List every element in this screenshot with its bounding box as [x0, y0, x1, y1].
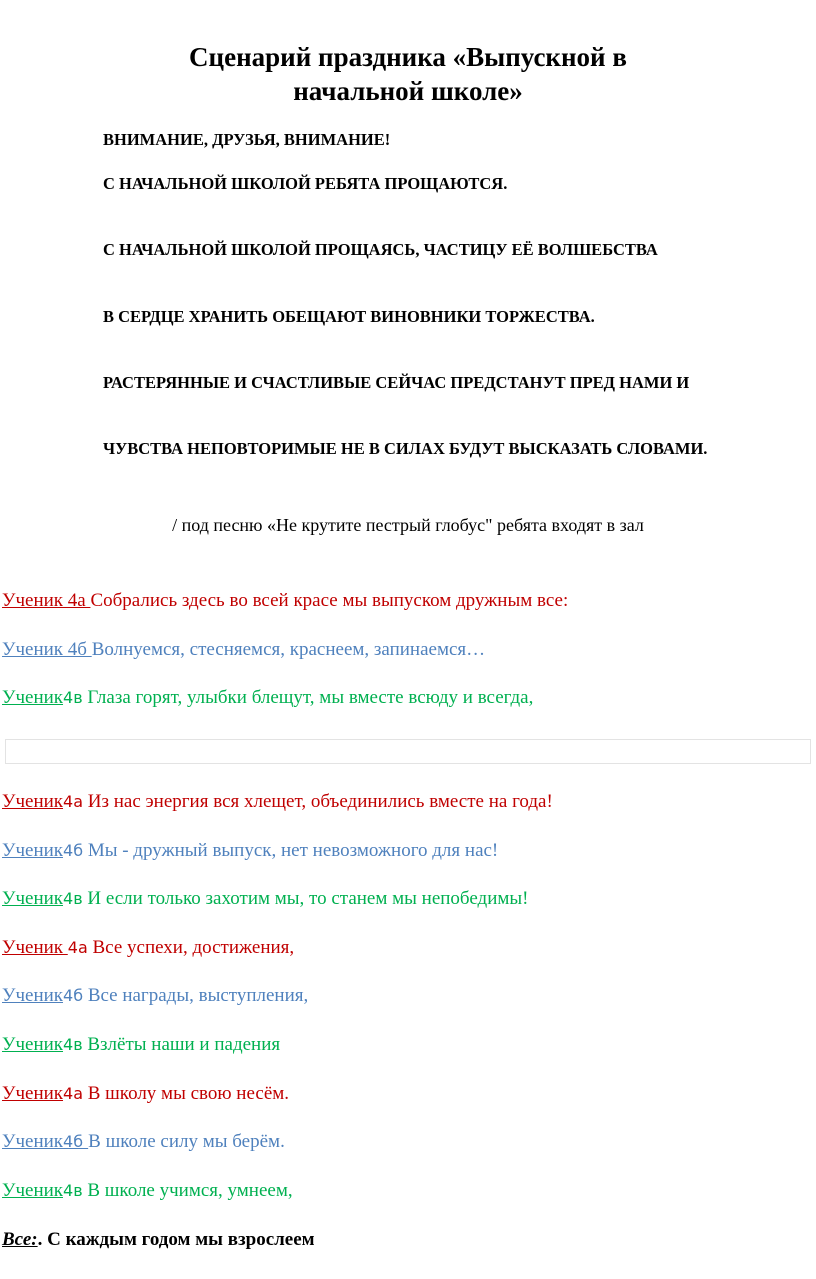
verse-2: С НАЧАЛЬНОЙ ШКОЛОЙ РЕБЯТА ПРОЩАЮТСЯ.: [103, 174, 508, 193]
script-line: [2, 1180, 293, 1202]
speaker-label: Ученик: [2, 1083, 64, 1104]
class-number: 4б: [63, 1132, 89, 1151]
class-number: 4в: [63, 688, 83, 707]
speaker-label: Ученик 4а: [2, 590, 91, 611]
script-line: [2, 985, 308, 1007]
line-text: В школе учимся, умнеем,: [82, 1180, 293, 1201]
speaker-label: Ученик: [2, 937, 68, 958]
line-text: В школу мы свою несём.: [83, 1083, 290, 1104]
line-text: Собрались здесь во всей красе мы выпуском дружным все:: [90, 590, 569, 611]
class-number: 4б: [63, 986, 84, 1005]
speaker-label: Ученик: [2, 687, 64, 708]
line-text: Глаза горят, улыбки блещут, мы вместе всюду и всегда,: [82, 687, 534, 708]
script-line: [2, 791, 553, 813]
script-line: [2, 937, 294, 959]
class-number: 4в: [63, 1181, 83, 1200]
script-line: [2, 590, 568, 612]
script-line: [2, 1083, 289, 1105]
class-number: 4б: [63, 841, 84, 860]
class-number: 4в: [63, 1035, 83, 1054]
speaker-label: Ученик: [2, 888, 64, 909]
script-line: [2, 687, 533, 709]
line-text: Взлёты наши и падения: [82, 1034, 281, 1055]
title-line-2: начальной школе»: [293, 76, 523, 106]
speaker-label: Ученик: [2, 1131, 64, 1152]
speaker-label: Ученик: [2, 791, 64, 812]
speaker-label: Ученик: [2, 1034, 64, 1055]
stage-direction: / под песню «Не крутите пестрый глобус" ребята входят в зал: [172, 515, 644, 535]
verse-5: РАСТЕРЯННЫЕ И СЧАСТЛИВЫЕ СЕЙЧАС ПРЕДСТАНУТ ПРЕД НАМИ И: [103, 373, 690, 392]
line-text: Мы - дружный выпуск, нет невозможного для нас!: [83, 840, 499, 861]
script-line: [2, 888, 529, 910]
line-text: В школе силу мы берём.: [88, 1131, 285, 1152]
script-line: [2, 1131, 285, 1153]
class-number: 4в: [63, 889, 83, 908]
script-line: [2, 1034, 280, 1056]
document-title: [0, 40, 816, 108]
verse-6: ЧУВСТВА НЕПОВТОРИМЫЕ НЕ В СИЛАХ БУДУТ ВЫСКАЗАТЬ СЛОВАМИ.: [103, 439, 708, 458]
script-line: [2, 639, 485, 661]
verse-3: С НАЧАЛЬНОЙ ШКОЛОЙ ПРОЩАЯСЬ, ЧАСТИЦУ ЕЁ ВОЛШЕБСТВА: [103, 240, 658, 259]
script-line: [2, 840, 498, 862]
final-text: С каждым годом мы взрослеем: [47, 1229, 315, 1250]
final-line: [2, 1229, 315, 1251]
empty-frame: [5, 739, 811, 764]
line-text: Волнуемся, стесняемся, краснеем, запинаемся…: [91, 639, 486, 660]
all-label: Все:: [2, 1229, 38, 1250]
line-text: Все успехи, достижения,: [87, 937, 295, 958]
verse-1: ВНИМАНИЕ, ДРУЗЬЯ, ВНИМАНИЕ!: [103, 130, 391, 149]
verse-4: В СЕРДЦЕ ХРАНИТЬ ОБЕЩАЮТ ВИНОВНИКИ ТОРЖЕСТВА.: [103, 307, 595, 326]
speaker-label: Ученик: [2, 840, 64, 861]
line-text: И если только захотим мы, то станем мы непобедимы!: [82, 888, 529, 909]
speaker-label: Ученик: [2, 1180, 64, 1201]
speaker-label: Ученик: [2, 985, 64, 1006]
speaker-label: Ученик 4б: [2, 639, 92, 660]
class-number: 4а: [63, 792, 83, 811]
line-text: Все награды, выступления,: [83, 985, 309, 1006]
line-text: Из нас энергия вся хлещет, объединились вместе на года!: [83, 791, 553, 812]
class-number: 4а: [67, 938, 88, 957]
class-number: 4а: [63, 1084, 83, 1103]
final-punct: .: [37, 1229, 48, 1250]
title-line-1: Сценарий праздника «Выпускной в: [189, 42, 627, 72]
